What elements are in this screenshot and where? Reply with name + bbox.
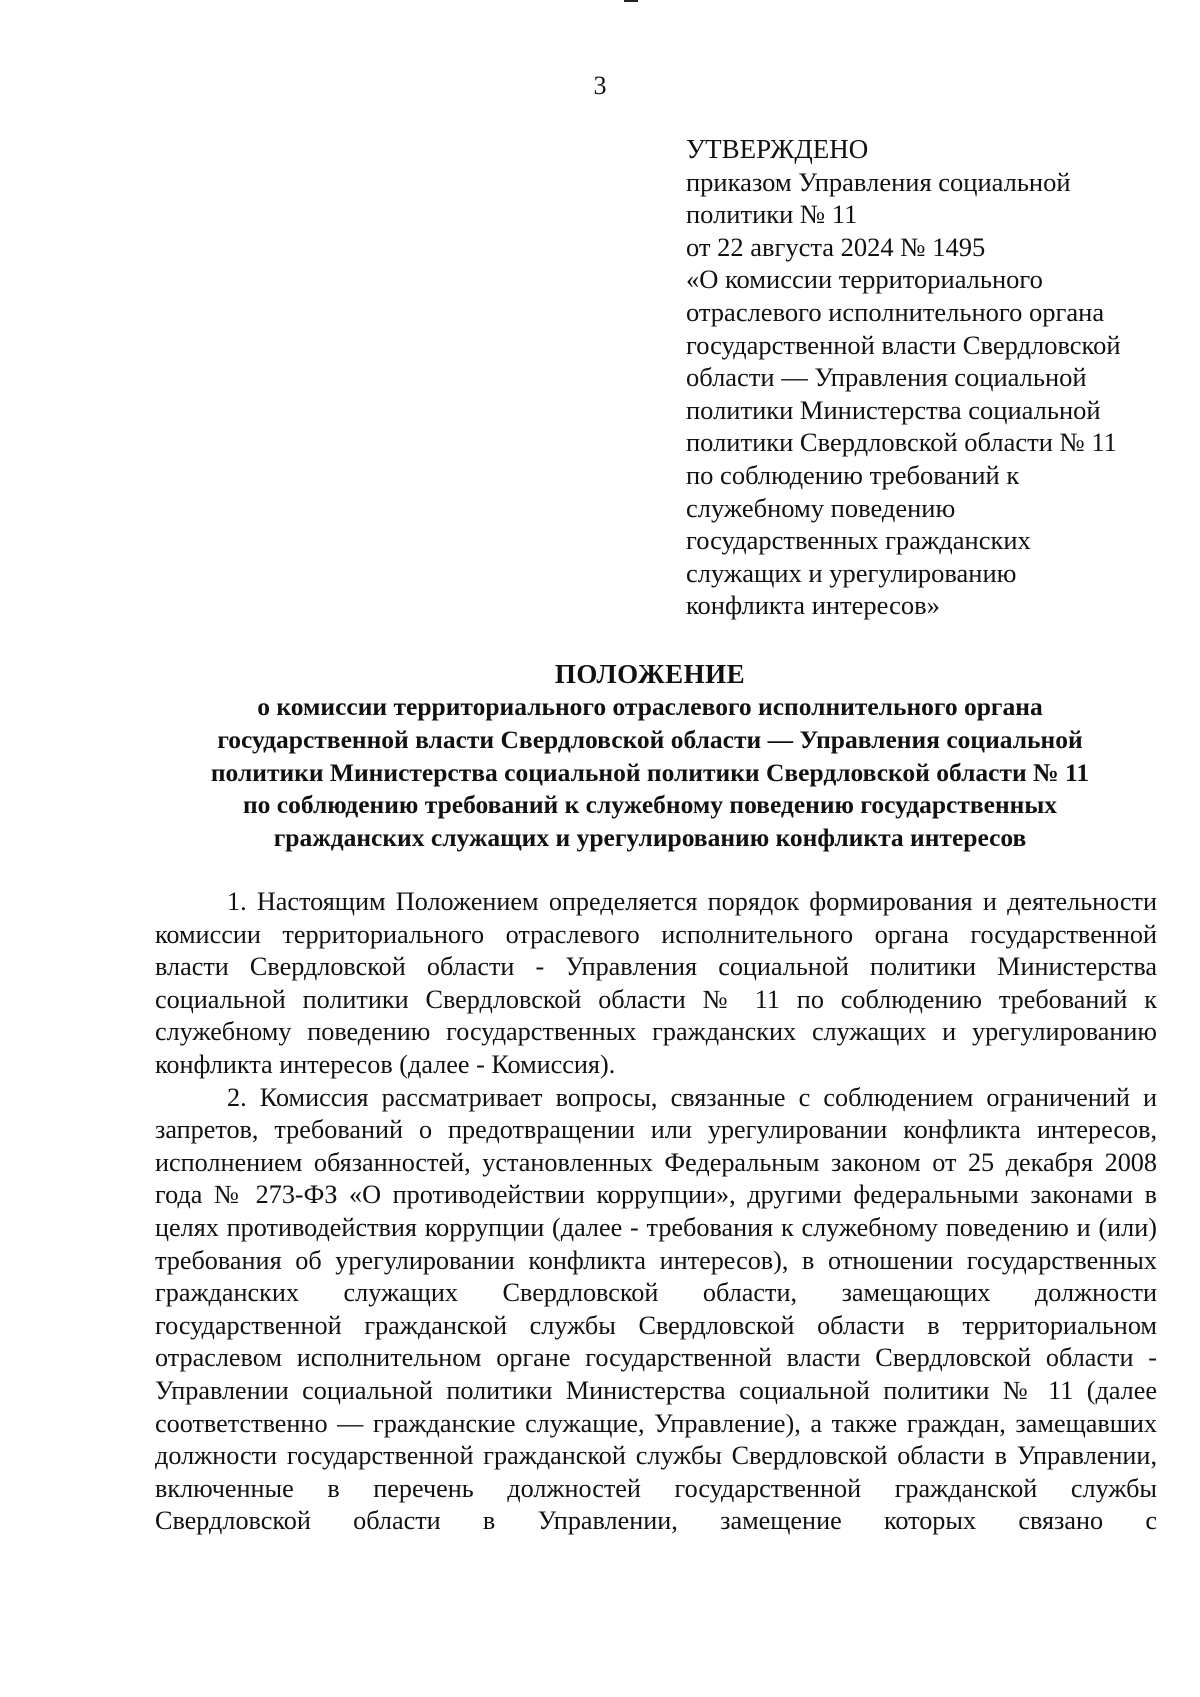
approval-line: по соблюдению требований к <box>686 459 1020 490</box>
document-subtitle-line: государственной власти Свердловской области — Управления социальной <box>217 724 1083 754</box>
approval-line: служащих и урегулированию <box>686 557 1017 588</box>
approval-line: от 22 августа 2024 № 1495 <box>686 231 986 262</box>
document-body <box>155 886 1157 1538</box>
top-edge-mark <box>624 0 638 2</box>
approval-line: отраслевого исполнительного органа <box>686 296 1105 327</box>
approval-line: «О комиссии территориального <box>686 264 1043 295</box>
paragraph-2: 2. Комиссия рассматривает вопросы, связанные с соблюдением ограничений и запретов, требований о предотвращении или урегулировании конфликта интересов, исполнением обязанностей, установленных Федеральным законом от 25 декабря 2008 года № 273-ФЗ «О противодействии коррупции», другими федеральными законами в целях противодействия коррупции (далее - требования к служебному поведению и (или) требования об урегулировании конфликта интересов), в отношении государственных гражданских служащих Свердловской области, замещающих должности государственной гражданской службы Свердловской области в территориальном отраслевом исполнительном органе государственной власти Свердловской области - Управлении социальной политики Министерства социальной политики № 11 (далее соответственно — гражданские служащие, Управление), а также граждан, замещавших должности государственной гражданской службы Свердловской области в Управлении, включенные в перечень должностей государственной гражданской службы Свердловской области в Управлении, замещение которых связано с <box>155 1082 1157 1536</box>
document-subtitle-line: о комиссии территориального отраслевого исполнительного органа <box>257 692 1043 721</box>
approval-line: политики Свердловской области № 11 <box>686 427 1117 458</box>
document-subtitle-line: гражданских служащих и урегулированию конфликта интересов <box>273 823 1027 853</box>
approval-stamp-block <box>686 133 1166 622</box>
approval-line: конфликта интересов» <box>686 590 940 621</box>
approval-line: государственных гражданских <box>686 525 1031 556</box>
approval-line: служебному поведению <box>686 492 956 523</box>
approval-line: приказом Управления социальной <box>686 166 1071 197</box>
document-subtitle-line: по соблюдению требований к служебному поведению государственных <box>242 790 1058 820</box>
document-subtitle-line: политики Министерства социальной политики Свердловской области № 11 <box>210 757 1090 787</box>
page-number: 3 <box>593 71 607 100</box>
approval-line: политики Министерства социальной <box>686 394 1101 425</box>
approval-line: политики № 11 <box>686 199 858 230</box>
paragraph-1: 1. Настоящим Положением определяется порядок формирования и деятельности комиссии территориального отраслевого исполнительного органа государственной власти Свердловской области - Управления социальной политики Министерства социальной политики Свердловской области № 11 по соблюдению требований к служебному поведению государственных гражданских служащих и урегулированию конфликта интересов (далее - Комиссия). <box>155 887 1157 1079</box>
approval-line: области — Управления социальной <box>686 362 1087 393</box>
document-title: ПОЛОЖЕНИЕ <box>554 659 746 689</box>
approval-heading: УТВЕРЖДЕНО <box>686 134 869 164</box>
approval-line: государственной власти Свердловской <box>686 329 1121 360</box>
document-title-block <box>150 657 1150 855</box>
